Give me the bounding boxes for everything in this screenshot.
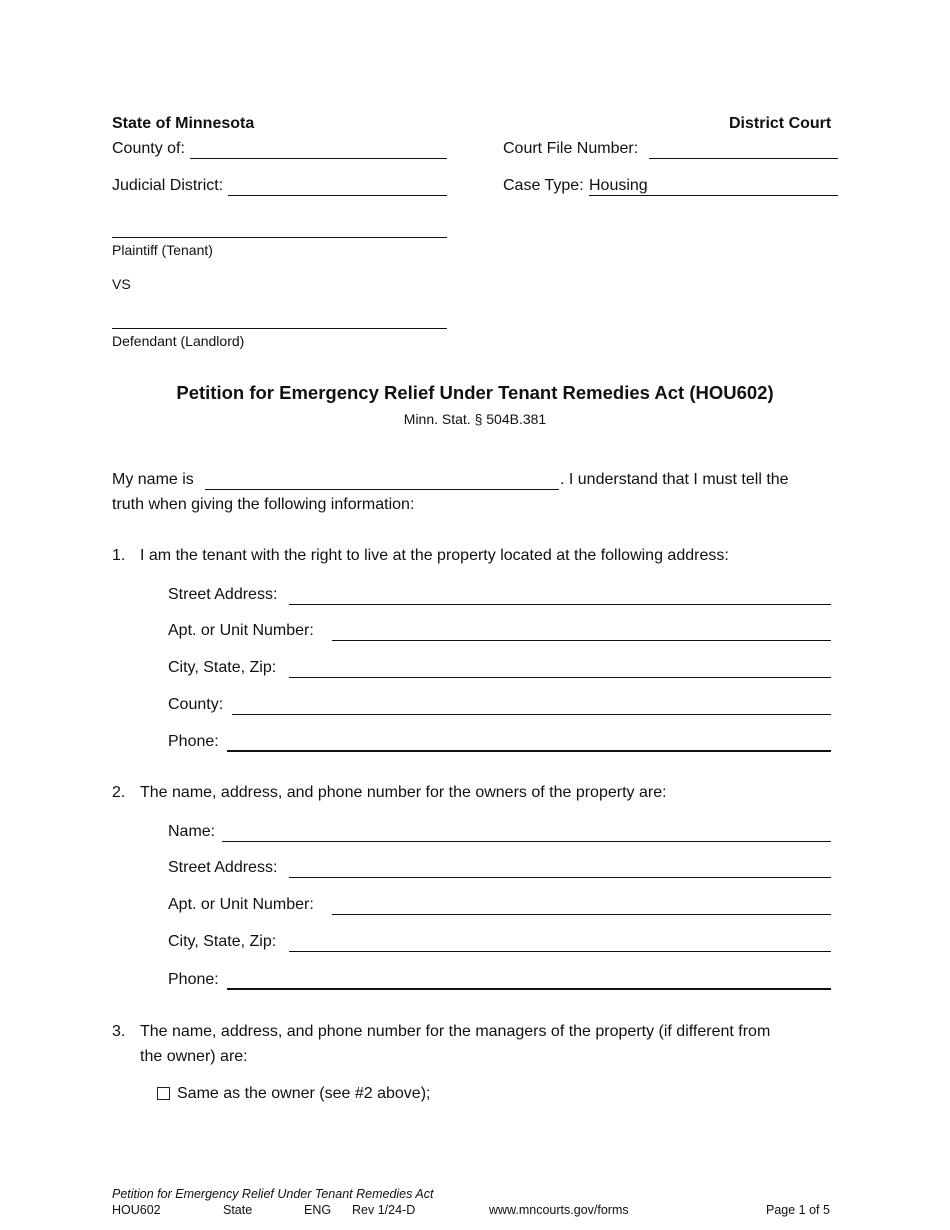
- tenant-county-label: County:: [168, 696, 224, 713]
- tenant-phone-underline: [227, 750, 831, 752]
- owner-street-label: Street Address:: [168, 859, 278, 876]
- section2-text: The name, address, and phone number for the owners of the property are:: [140, 784, 667, 801]
- same-as-owner-label: Same as the owner (see #2 above);: [177, 1085, 431, 1102]
- footer-form-code: HOU602: [112, 1203, 161, 1217]
- my-name-input[interactable]: [205, 469, 561, 489]
- footer-form-title: Petition for Emergency Relief Under Tenant Remedies Act: [112, 1187, 434, 1201]
- owner-name-underline: [222, 841, 831, 842]
- tenant-city-label: City, State, Zip:: [168, 659, 277, 676]
- vs-label: VS: [112, 276, 131, 292]
- owner-name-label: Name:: [168, 823, 216, 840]
- section1-number: 1.: [112, 547, 126, 564]
- plaintiff-label: Plaintiff (Tenant): [112, 242, 213, 258]
- defendant-label: Defendant (Landlord): [112, 333, 245, 349]
- owner-phone-label: Phone:: [168, 971, 219, 988]
- statute-reference: Minn. Stat. § 504B.381: [403, 411, 547, 427]
- judicial-district-underline: [228, 195, 447, 196]
- owner-street-input[interactable]: [289, 857, 833, 877]
- section2-number: 2.: [112, 784, 126, 801]
- judicial-district-input[interactable]: [228, 175, 449, 195]
- same-as-owner-checkbox[interactable]: [157, 1087, 170, 1100]
- owner-phone-input[interactable]: [227, 969, 833, 989]
- footer-url[interactable]: www.mncourts.gov/forms: [489, 1203, 629, 1217]
- intro-suffix: . I understand that I must tell the: [560, 471, 789, 488]
- owner-phone-underline: [227, 988, 831, 990]
- tenant-county-input[interactable]: [232, 694, 833, 714]
- owner-apt-input[interactable]: [332, 894, 833, 914]
- owner-city-input[interactable]: [289, 931, 833, 951]
- footer-language: ENG: [304, 1203, 332, 1217]
- tenant-county-underline: [232, 714, 831, 715]
- owner-apt-label: Apt. or Unit Number:: [168, 896, 314, 913]
- county-label: County of:: [112, 140, 185, 157]
- county-input[interactable]: [190, 138, 449, 158]
- intro-prefix: My name is: [112, 471, 194, 488]
- tenant-city-input[interactable]: [289, 657, 833, 677]
- tenant-street-underline: [289, 604, 831, 605]
- footer-revision: Rev 1/24-D: [352, 1203, 416, 1217]
- owner-name-input[interactable]: [222, 821, 833, 841]
- owner-street-underline: [289, 877, 831, 878]
- my-name-underline: [205, 489, 559, 490]
- section1-text: I am the tenant with the right to live at the property located at the following address:: [140, 547, 729, 564]
- tenant-apt-input[interactable]: [332, 620, 833, 640]
- case-type-label: Case Type:: [503, 177, 584, 194]
- tenant-street-input[interactable]: [289, 584, 833, 604]
- defendant-input[interactable]: [112, 307, 449, 327]
- court-file-label: Court File Number:: [503, 140, 639, 157]
- case-type-value: Housing: [589, 177, 648, 194]
- owner-city-underline: [289, 951, 831, 952]
- court-heading: District Court: [729, 115, 832, 132]
- tenant-apt-underline: [332, 640, 831, 641]
- defendant-underline: [112, 328, 447, 329]
- footer-scope: State: [223, 1203, 253, 1217]
- owner-city-label: City, State, Zip:: [168, 933, 277, 950]
- form-title: Petition for Emergency Relief Under Tenant Remedies Act (HOU602): [176, 382, 774, 403]
- tenant-city-underline: [289, 677, 831, 678]
- section3-number: 3.: [112, 1023, 126, 1040]
- plaintiff-underline: [112, 237, 447, 238]
- court-file-input[interactable]: [649, 138, 841, 158]
- intro-line2: truth when giving the following information:: [112, 496, 415, 513]
- section3-text-line1: The name, address, and phone number for the managers of the property (if different from: [140, 1023, 771, 1040]
- plaintiff-input[interactable]: [112, 216, 449, 236]
- county-underline: [190, 158, 447, 159]
- state-heading: State of Minnesota: [112, 115, 255, 132]
- court-file-underline: [649, 158, 838, 159]
- owner-apt-underline: [332, 914, 831, 915]
- tenant-phone-input[interactable]: [227, 731, 833, 751]
- tenant-apt-label: Apt. or Unit Number:: [168, 622, 314, 639]
- section3-text-line2: the owner) are:: [140, 1048, 248, 1065]
- tenant-phone-label: Phone:: [168, 733, 219, 750]
- case-type-underline: [589, 195, 838, 196]
- footer-page-number: Page 1 of 5: [766, 1203, 830, 1217]
- tenant-street-label: Street Address:: [168, 586, 278, 603]
- judicial-district-label: Judicial District:: [112, 177, 224, 194]
